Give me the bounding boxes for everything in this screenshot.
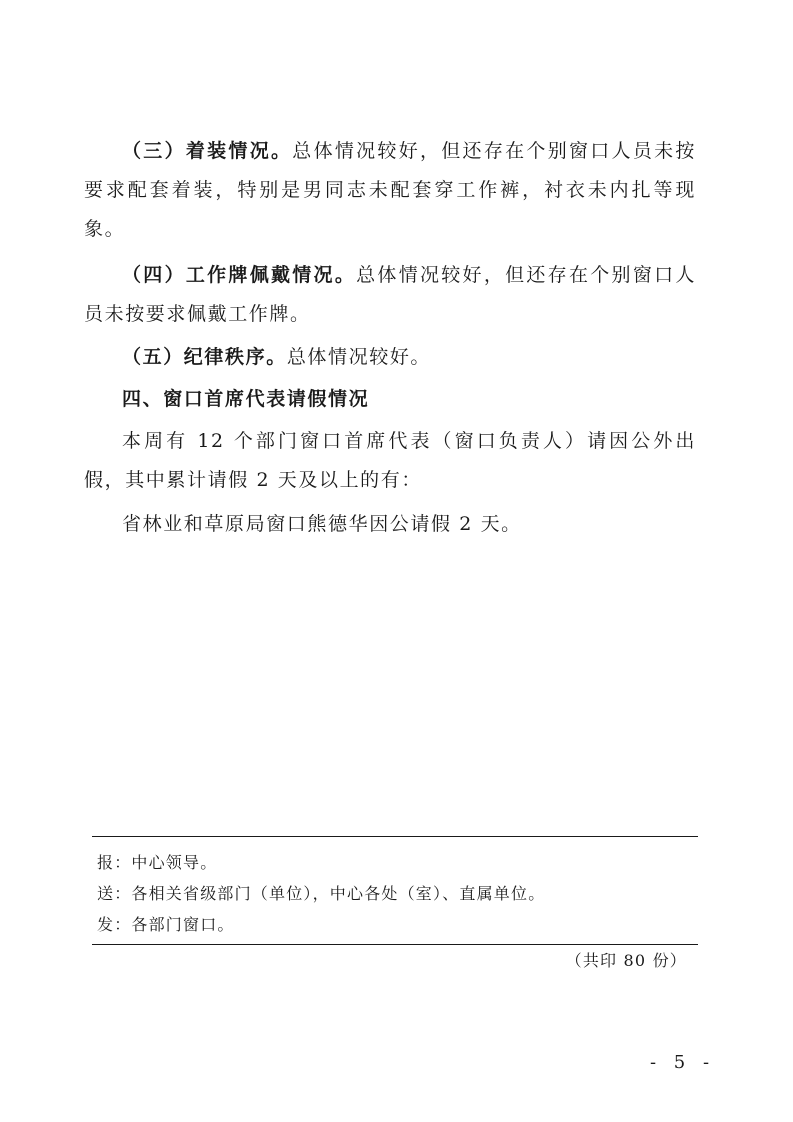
leave-detail-paragraph: 省林业和草原局窗口熊德华因公请假 2 天。 (122, 513, 522, 535)
distribution-bottom-rule (92, 944, 698, 945)
distribution-report: 报：中心领导。 (97, 853, 218, 872)
print-count: （共印 80 份） (565, 951, 687, 970)
attire-paragraph (84, 132, 696, 249)
badge-paragraph (84, 256, 696, 334)
page-number: - 5 - (650, 1052, 716, 1073)
leave-section-heading: 四、窗口首席代表请假情况 (122, 388, 370, 410)
discipline-lead: （五）纪律秩序。 (122, 346, 287, 368)
badge-lead: （四）工作牌佩戴情况。 (122, 264, 357, 286)
discipline-paragraph (84, 338, 696, 377)
distribution-issue: 发：各部门窗口。 (97, 915, 235, 934)
attire-lead: （三）着装情况。 (122, 140, 293, 162)
badge-text: 总体情况较好，但还存在个别窗口人员未按要求佩戴工作牌。 (84, 264, 696, 325)
attire-text: 总体情况较好，但还存在个别窗口人员未按要求配套着装，特别是男同志未配套穿工作裤，衬衣未内扎等现象。 (84, 140, 696, 240)
discipline-text: 总体情况较好。 (286, 346, 432, 368)
distribution-top-rule (92, 836, 698, 837)
leave-summary-paragraph: 本周有 12 个部门窗口首席代表（窗口负责人）请因公外出假，其中累计请假 2 天及以上的有： (84, 430, 696, 491)
distribution-send: 送：各相关省级部门（单位），中心各处（室）、直属单位。 (97, 884, 546, 903)
